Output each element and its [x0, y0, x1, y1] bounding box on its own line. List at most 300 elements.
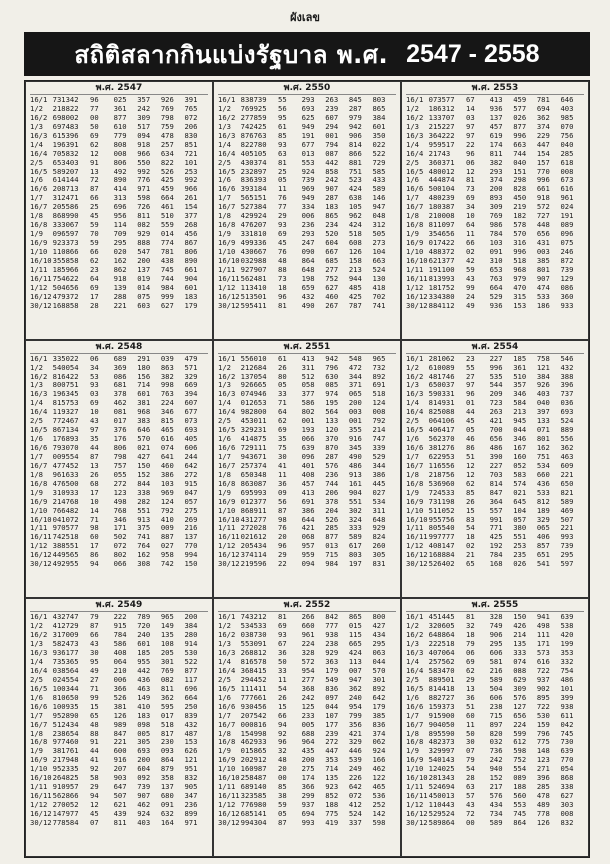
- prize-number: 752: [325, 273, 339, 283]
- prize-number: 419: [325, 817, 339, 827]
- prize-number: 426: [513, 621, 527, 631]
- panel-year-heading: พ.ศ. 2550: [218, 83, 396, 95]
- prize-number: 355: [348, 425, 362, 435]
- prize-number: 357: [137, 95, 151, 104]
- draw-date: 16/11: [30, 532, 52, 542]
- prize-number: 014: [137, 282, 151, 292]
- prize-number: 76: [278, 193, 287, 203]
- first-prize: 368415: [240, 665, 267, 675]
- prize-number: 926: [536, 380, 550, 390]
- draw-date: 16/8: [406, 478, 424, 488]
- draw-date: 16/3: [30, 389, 48, 399]
- draw-date: 16/5: [30, 166, 48, 176]
- first-prize: 388551: [52, 541, 79, 551]
- first-prize: 257374: [240, 460, 267, 470]
- prize-number: 384: [184, 621, 198, 631]
- prize-number: 907: [137, 791, 151, 801]
- prize-number: 777: [325, 621, 339, 631]
- prize-number: 072: [113, 541, 127, 551]
- prize-number: 518: [160, 719, 174, 729]
- prize-number: 43: [90, 639, 99, 649]
- draw-date: 16/2: [30, 630, 48, 640]
- prize-number: 739: [137, 782, 151, 792]
- prize-number: 523: [348, 175, 362, 185]
- first-prize: 277859: [240, 112, 267, 122]
- prize-number: 206: [184, 121, 198, 131]
- prize-number: 530: [536, 710, 550, 720]
- prize-number: 129: [560, 273, 574, 283]
- first-prize: 731342: [52, 95, 79, 104]
- prize-number: 126: [113, 710, 127, 720]
- prize-number: 478: [536, 791, 550, 801]
- prize-number: 085: [325, 380, 339, 390]
- prize-number: 944: [348, 273, 362, 283]
- prize-number: 25: [90, 202, 99, 212]
- prize-number: 065: [536, 523, 550, 533]
- prize-number: 151: [513, 166, 527, 176]
- prize-number: 285: [560, 148, 574, 158]
- prize-number: 403: [560, 103, 574, 113]
- first-prize: 610089: [428, 362, 455, 372]
- prize-number: 236: [301, 220, 315, 230]
- prize-number: 749: [489, 621, 503, 631]
- prize-number: 870: [325, 443, 339, 453]
- first-prize: 622953: [428, 451, 455, 461]
- prize-number: 548: [348, 353, 362, 363]
- prize-number: 153: [184, 737, 198, 747]
- prize-number: 02: [466, 246, 475, 256]
- panel-year-heading: พ.ศ. 2549: [30, 600, 208, 612]
- draw-date: 16/11: [218, 791, 240, 801]
- prize-number: 06: [466, 648, 475, 658]
- draw-date: 16/8: [30, 737, 48, 747]
- prize-number: 751: [348, 166, 362, 176]
- prize-number: 260: [372, 541, 386, 551]
- draw-date: 1/9: [406, 229, 419, 239]
- prize-number: 362: [160, 692, 174, 702]
- prize-number: 137: [137, 264, 151, 274]
- prize-number: 890: [113, 175, 127, 185]
- first-prize: 915900: [428, 710, 455, 720]
- first-prize: 393184: [240, 184, 267, 194]
- prize-number: 244: [184, 451, 198, 461]
- prize-number: 490: [301, 300, 315, 310]
- draw-date: 16/6: [30, 443, 48, 453]
- draw-date: 1/2: [218, 621, 231, 631]
- prize-number: 29: [90, 782, 99, 792]
- prize-number: 616: [536, 657, 550, 667]
- prize-number: 95: [278, 112, 287, 122]
- prize-number: 924: [301, 166, 315, 176]
- prize-number: 20: [278, 764, 287, 774]
- prize-number: 26: [466, 496, 475, 506]
- prize-number: 535: [489, 371, 503, 381]
- prize-number: 551: [137, 505, 151, 515]
- prize-number: 199: [560, 639, 574, 649]
- prize-number: 54: [278, 683, 287, 693]
- draw-date: 1/11: [218, 523, 236, 533]
- prize-number: 918: [113, 273, 127, 283]
- draw-date: 16/9: [218, 238, 236, 247]
- first-prize: 038730: [240, 630, 267, 640]
- first-prize: 272028: [240, 523, 267, 533]
- prize-number: 597: [560, 559, 574, 569]
- prize-number: 356: [348, 719, 362, 729]
- first-prize: 648864: [428, 630, 455, 640]
- prize-number: 388: [560, 371, 574, 381]
- prize-number: 63: [466, 782, 475, 792]
- prize-number: 334: [301, 202, 315, 212]
- prize-number: 436: [137, 674, 151, 684]
- prize-number: 070: [560, 121, 574, 131]
- first-prize: 412729: [52, 621, 79, 631]
- prize-number: 214: [372, 425, 386, 435]
- prize-number: 814: [489, 478, 503, 488]
- first-prize: 222518: [428, 639, 455, 649]
- prize-number: 182: [513, 211, 527, 221]
- prize-number: 097: [325, 692, 339, 702]
- first-prize: 354656: [428, 229, 455, 239]
- first-prize: 685141: [240, 808, 267, 818]
- prize-number: 512: [301, 371, 315, 381]
- first-prize: 100935: [52, 701, 79, 711]
- prize-number: 547: [137, 246, 151, 256]
- first-prize: 218822: [52, 103, 79, 113]
- prize-number: 632: [160, 808, 174, 818]
- first-prize: 355858: [52, 255, 79, 265]
- prize-number: 23: [90, 264, 99, 274]
- prize-number: 787: [348, 300, 362, 310]
- prize-number: 87: [90, 621, 99, 631]
- prize-number: 86: [466, 443, 475, 453]
- prize-number: 10: [90, 407, 99, 417]
- prize-number: 79: [466, 639, 475, 649]
- first-prize: 476207: [240, 220, 267, 230]
- prize-number: 174: [301, 773, 315, 783]
- prize-number: 006: [113, 674, 127, 684]
- prize-number: 65: [90, 710, 99, 720]
- first-prize: 406417: [428, 425, 455, 435]
- prize-number: 639: [560, 746, 574, 756]
- draw-date: 16/11: [218, 273, 240, 283]
- draw-date: 1/9: [218, 487, 231, 497]
- prize-number: 822: [160, 157, 174, 167]
- prize-number: 518: [513, 255, 527, 265]
- banner-title: สถิติสลากกินแบ่งรัฐบาล พ.ศ.: [74, 40, 389, 69]
- prize-number: 79: [90, 612, 99, 622]
- prize-number: 089: [560, 220, 574, 230]
- first-prize: 017422: [428, 238, 455, 247]
- prize-number: 113: [348, 657, 362, 667]
- first-prize: 589864: [428, 817, 455, 827]
- first-prize: 836393: [240, 175, 267, 185]
- prize-number: 005: [137, 728, 151, 738]
- draw-date: 16/7: [218, 719, 236, 729]
- draw-date: 16/8: [218, 737, 236, 747]
- prize-number: 009: [160, 523, 174, 533]
- prize-number: 86: [90, 550, 99, 560]
- prize-number: 665: [348, 639, 362, 649]
- prize-number: 73: [278, 273, 287, 283]
- prize-number: 238: [325, 639, 339, 649]
- prize-number: 15: [278, 701, 287, 711]
- prize-number: 812: [536, 496, 550, 506]
- prize-number: 969: [160, 487, 174, 497]
- draw-date: 2/5: [406, 674, 419, 684]
- prize-number: 167: [513, 443, 527, 453]
- first-prize: 955756: [428, 514, 455, 524]
- prize-number: 088: [513, 665, 527, 675]
- year-panel: [401, 598, 589, 857]
- year-panel: [213, 340, 401, 599]
- draw-date: 16/6: [406, 184, 424, 194]
- prize-number: 137: [489, 112, 503, 122]
- first-prize: 264825: [52, 773, 79, 783]
- prize-number: 524: [372, 264, 386, 274]
- prize-number: 745: [160, 264, 174, 274]
- first-prize: 191100: [428, 264, 455, 274]
- prize-number: 006: [301, 211, 315, 221]
- draw-date: 2/5: [406, 416, 419, 426]
- first-prize: 133707: [428, 112, 455, 122]
- prize-number: 661: [184, 264, 198, 274]
- prize-number: 81: [466, 612, 475, 622]
- prize-number: 03: [466, 112, 475, 122]
- prize-number: 378: [113, 389, 127, 399]
- draw-date: 1/4: [406, 139, 419, 149]
- first-prize: 147977: [52, 808, 79, 818]
- prize-number: 401: [301, 460, 315, 470]
- prize-number: 721: [184, 148, 198, 158]
- prize-number: 739: [301, 175, 315, 185]
- prize-number: 115: [348, 630, 362, 640]
- prize-number: 763: [160, 389, 174, 399]
- prize-number: 48: [278, 255, 287, 265]
- prize-number: 598: [513, 746, 527, 756]
- prize-number: 003: [348, 407, 362, 417]
- draw-date: 1/6: [218, 434, 231, 444]
- first-prize: 408147: [428, 541, 455, 551]
- prize-number: 123: [113, 487, 127, 497]
- prize-number: 219: [513, 202, 527, 212]
- prize-number: 769: [160, 103, 174, 113]
- draw-date: 16/12: [406, 808, 428, 818]
- prize-number: 489: [536, 800, 550, 810]
- prize-number: 376: [113, 425, 127, 435]
- prize-number: 081: [113, 407, 127, 417]
- prize-number: 99: [90, 692, 99, 702]
- draw-date: 1/7: [406, 451, 419, 461]
- prize-number: 183: [137, 710, 151, 720]
- prize-number: 616: [160, 434, 174, 444]
- first-prize: 970577: [52, 523, 79, 533]
- prize-number: 836: [325, 683, 339, 693]
- prize-number: 378: [325, 496, 339, 506]
- first-prize: 766482: [52, 505, 79, 515]
- prize-number: 103: [160, 478, 174, 488]
- prize-number: 36: [278, 478, 287, 488]
- prize-number: 200: [348, 398, 362, 408]
- draw-date: 16/2: [30, 112, 48, 122]
- prize-number: 69: [278, 621, 287, 631]
- prize-number: 008: [560, 166, 574, 176]
- prize-number: 150: [137, 460, 151, 470]
- prize-number: 634: [160, 148, 174, 158]
- prize-number: 346: [513, 389, 527, 399]
- prize-number: 05: [278, 175, 287, 185]
- prize-number: 072: [348, 791, 362, 801]
- prize-number: 239: [325, 103, 339, 113]
- prize-number: 864: [301, 255, 315, 265]
- draw-date: 16/10: [30, 514, 52, 524]
- prize-number: 268: [184, 220, 198, 230]
- first-prize: 769925: [240, 103, 267, 113]
- prize-number: 36: [466, 692, 475, 702]
- prize-number: 236: [325, 469, 339, 479]
- prize-number: 815: [160, 416, 174, 426]
- prize-number: 383: [137, 416, 151, 426]
- prize-number: 159: [536, 719, 550, 729]
- prize-number: 958: [160, 550, 174, 560]
- prize-number: 462: [372, 764, 386, 774]
- first-prize: 232897: [240, 166, 267, 176]
- prize-number: 227: [489, 460, 503, 470]
- prize-number: 72: [90, 175, 99, 185]
- draw-date: 1/7: [406, 710, 419, 720]
- prize-number: 438: [160, 255, 174, 265]
- prize-number: 221: [560, 523, 574, 533]
- first-prize: 480012: [428, 166, 455, 176]
- first-prize: 181752: [428, 282, 455, 292]
- first-prize: 511052: [428, 505, 455, 515]
- prize-number: 971: [137, 184, 151, 194]
- prize-number: 431: [536, 238, 550, 247]
- prize-number: 487: [184, 728, 198, 738]
- prize-number: 769: [489, 211, 503, 221]
- prize-number: 27: [90, 674, 99, 684]
- prize-number: 442: [325, 157, 339, 167]
- first-prize: 742425: [240, 121, 267, 131]
- panel-year-heading: พ.ศ. 2555: [406, 600, 584, 612]
- prize-number: 082: [137, 220, 151, 230]
- prize-number: 693: [184, 425, 198, 435]
- first-prize: 813993: [428, 273, 455, 283]
- prize-number: 72: [466, 808, 475, 818]
- prize-number: 626: [184, 746, 198, 756]
- prize-number: 382: [160, 371, 174, 381]
- draw-row: [406, 560, 584, 569]
- prize-number: 715: [325, 550, 339, 560]
- prize-number: 125: [301, 701, 315, 711]
- prize-number: 757: [113, 460, 127, 470]
- prize-number: 18: [466, 630, 475, 640]
- prize-number: 266: [301, 612, 315, 622]
- prize-number: 247: [301, 238, 315, 247]
- prize-number: 157: [536, 157, 550, 167]
- first-prize: 867134: [52, 425, 79, 435]
- draw-date: 1/12: [218, 541, 236, 551]
- prize-number: 889: [560, 425, 574, 435]
- prize-number: 027: [372, 487, 386, 497]
- first-prize: 512434: [52, 719, 79, 729]
- prize-number: 413: [489, 95, 503, 104]
- prize-number: 242: [325, 175, 339, 185]
- prize-number: 539: [348, 755, 362, 765]
- prize-number: 781: [536, 95, 550, 104]
- prize-number: 85: [278, 130, 287, 140]
- prize-number: 05: [278, 808, 287, 818]
- draw-date: 1/10: [406, 505, 424, 515]
- prize-number: 96: [278, 291, 287, 301]
- draw-date: 1/3: [218, 639, 231, 649]
- first-prize: 705832: [52, 148, 79, 158]
- prize-number: 474: [536, 282, 550, 292]
- prize-number: 272: [184, 469, 198, 479]
- first-prize: 310933: [52, 487, 79, 497]
- first-prize: 281062: [428, 353, 455, 363]
- first-prize: 500104: [428, 184, 455, 194]
- prize-number: 10: [466, 211, 475, 221]
- first-prize: 526402: [428, 559, 455, 569]
- prize-number: 48: [278, 755, 287, 765]
- prize-number: 745: [513, 808, 527, 818]
- prize-number: 412: [348, 800, 362, 810]
- prize-number: 094: [301, 559, 315, 569]
- draw-date: 1/11: [406, 523, 424, 533]
- first-prize: 154998: [240, 728, 267, 738]
- draw-date: 1/9: [218, 229, 231, 239]
- prize-number: 752: [513, 755, 527, 765]
- prize-number: 865: [372, 103, 386, 113]
- prize-number: 361: [513, 362, 527, 372]
- prize-number: 929: [372, 523, 386, 533]
- prize-number: 872: [560, 255, 574, 265]
- prize-number: 221: [113, 737, 127, 747]
- first-prize: 205586: [52, 202, 79, 212]
- draw-date: 2/5: [30, 674, 43, 684]
- prize-number: 689: [113, 353, 127, 363]
- prize-number: 386: [372, 469, 386, 479]
- prize-number: 660: [536, 469, 550, 479]
- prize-number: 88: [90, 728, 99, 738]
- first-prize: 159373: [428, 701, 455, 711]
- prize-number: 639: [560, 612, 574, 622]
- prize-number: 239: [325, 728, 339, 738]
- prize-number: 424: [348, 220, 362, 230]
- prize-number: 741: [372, 300, 386, 310]
- prize-number: 285: [536, 782, 550, 792]
- prize-number: 770: [184, 541, 198, 551]
- first-prize: 430374: [240, 157, 267, 167]
- prize-number: 309: [137, 112, 151, 122]
- first-prize: 553091: [240, 639, 267, 649]
- draw-date: 2/5: [406, 157, 419, 167]
- prize-number: 81: [466, 175, 475, 185]
- draw-row: [218, 302, 396, 311]
- prize-number: 522: [184, 657, 198, 667]
- prize-number: 959: [301, 550, 315, 560]
- first-prize: 462933: [240, 737, 267, 747]
- prize-number: 59: [90, 220, 99, 230]
- prize-number: 434: [489, 800, 503, 810]
- prize-number: 62: [90, 139, 99, 149]
- prize-number: 75: [278, 443, 287, 453]
- draw-date: 30/12: [218, 559, 240, 569]
- prize-number: 472: [348, 362, 362, 372]
- prize-number: 30: [90, 648, 99, 658]
- prize-number: 618: [560, 157, 574, 167]
- prize-number: 164: [160, 817, 174, 827]
